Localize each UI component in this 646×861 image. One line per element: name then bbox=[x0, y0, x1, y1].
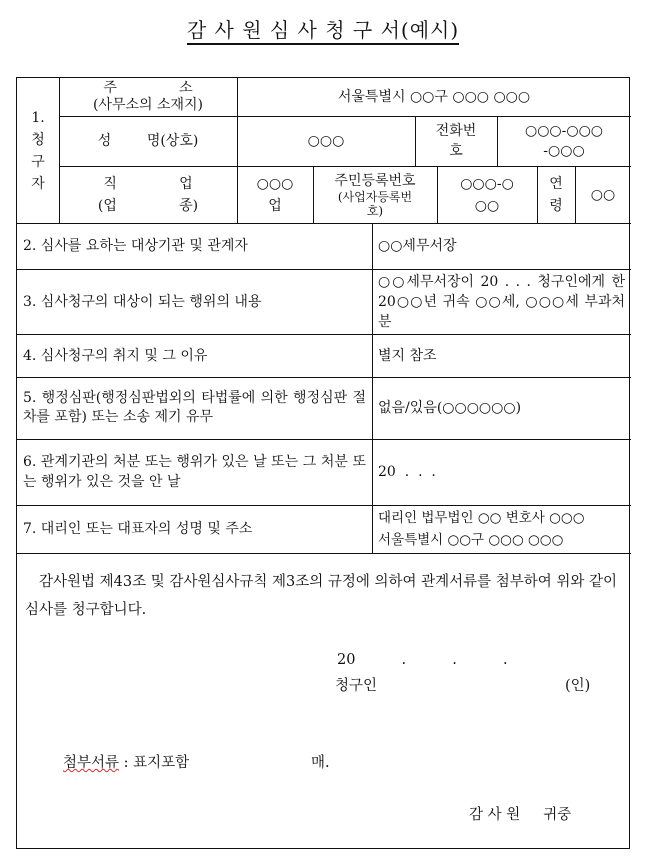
id-sublabel: (사업자등록번 호) bbox=[337, 189, 413, 218]
row-4-value: 별지 참조 bbox=[378, 347, 437, 364]
id-label: 주민등록번호 bbox=[334, 172, 416, 189]
address-label: 주 소 (사무소의 소재지) bbox=[92, 80, 204, 113]
row-2-label: 2. 심사를 요하는 대상기관 및 관계자 bbox=[23, 238, 248, 254]
row-5-label: 5. 행정심판(행정심판법외의 타법률에 의한 행정심판 절차를 포함) 또는 소송 제기 유무 bbox=[23, 390, 366, 425]
attachments-count-unit: 매. bbox=[311, 755, 330, 771]
id-value: ○○○-○ ○○ bbox=[460, 175, 514, 214]
claimant-section-label: 1. 청 구 자 bbox=[31, 109, 45, 192]
id-label-cell bbox=[313, 166, 437, 223]
age-value: ○○ bbox=[590, 186, 616, 203]
claim-form-table bbox=[16, 77, 630, 849]
form-title bbox=[0, 14, 646, 43]
phone-label: 전화번 호 bbox=[435, 123, 477, 159]
attachments-label: 첨부서류 bbox=[63, 755, 120, 771]
row-3-label: 3. 심사청구의 대상이 되는 행위의 내용 bbox=[23, 293, 262, 310]
row-6-label: 6. 관계기관의 처분 또는 행위가 있은 날 또는 그 처분 또는 행위가 있은 것을 안 날 bbox=[23, 454, 366, 490]
divider bbox=[17, 553, 631, 554]
claimant-line-label: 청구인 bbox=[335, 678, 378, 694]
form-title-text: 감 사 원 심 사 청 구 서(예시) bbox=[187, 18, 459, 45]
address-value: 서울특별시 ○○구 ○○○ ○○○ bbox=[337, 89, 531, 105]
row-2-value: ○○세무서장 bbox=[378, 238, 457, 254]
attachments-value: : 표지포함 bbox=[119, 755, 190, 771]
job-label: 직 업 (업 종) bbox=[97, 175, 199, 214]
phone-value: ○○○-○○○ -○○○ bbox=[524, 123, 604, 159]
row-6-value: 20 . . . bbox=[378, 464, 436, 480]
row-4-label: 4. 심사청구의 취지 및 그 이유 bbox=[23, 347, 208, 364]
seal-mark: (인) bbox=[565, 678, 591, 694]
row-5-value: 없음/있음(○○○○○○) bbox=[378, 400, 522, 416]
row-3-value: ○○세무서장이 20 . . . 청구인에게 한 20○○년 귀속 ○○세, ○○○세 부과처분 bbox=[378, 273, 625, 330]
name-label: 성 명(상호) bbox=[97, 133, 199, 149]
statement-text: 감사원법 제43조 및 감사원심사규칙 제3조의 규정에 의하여 관계서류를 첨부하여 위와 같이 심사를 청구합니다. bbox=[25, 574, 618, 618]
addressee: 감 사 원 귀중 bbox=[469, 807, 572, 823]
name-value: ○○○ bbox=[307, 133, 345, 149]
date-line: 20 . . . bbox=[337, 652, 508, 668]
row-7-label: 7. 대리인 또는 대표자의 성명 및 주소 bbox=[23, 521, 253, 537]
age-label: 연 령 bbox=[549, 175, 563, 214]
job-value: ○○○ 업 bbox=[256, 175, 294, 214]
row-7-value: 대리인 법무법인 ○○ 변호사 ○○○ 서울특별시 ○○구 ○○○ ○○○ bbox=[378, 510, 585, 548]
